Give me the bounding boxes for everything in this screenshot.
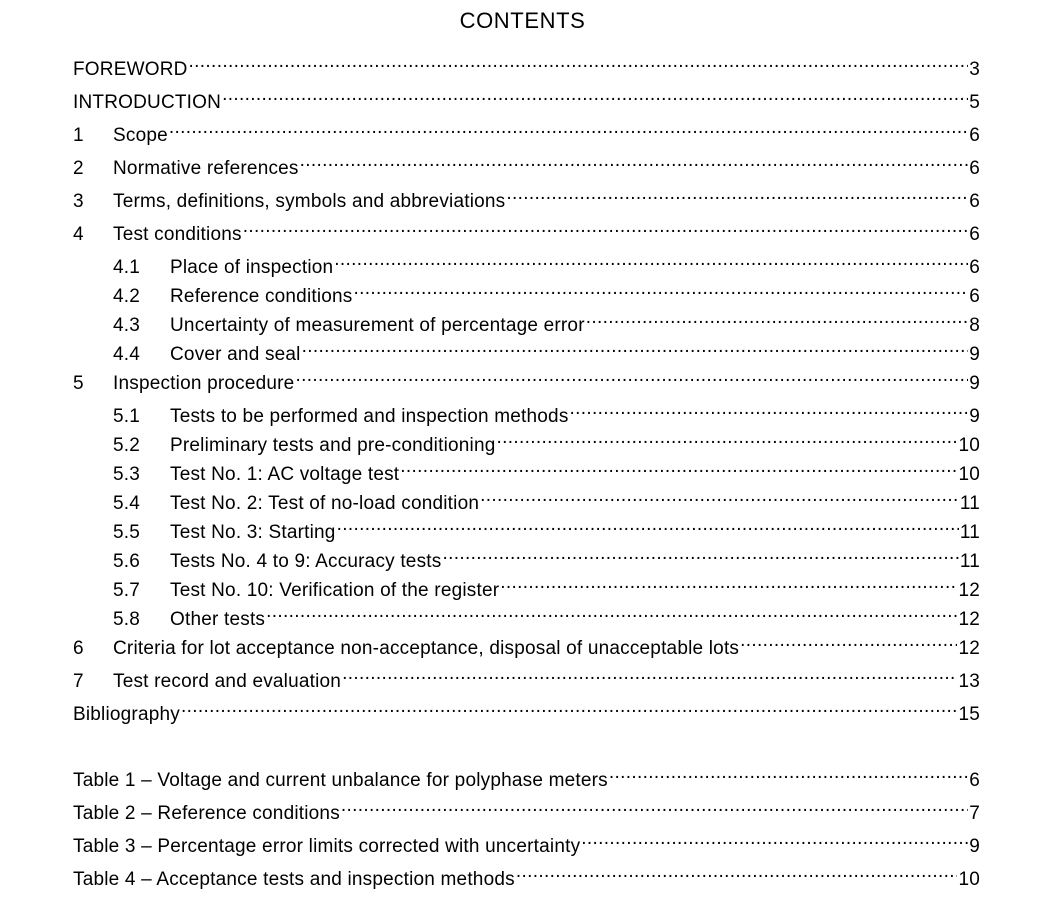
toc-entry-label: Cover and seal xyxy=(170,344,301,365)
toc-table-entry-2[interactable] xyxy=(73,799,980,832)
toc-page-number: 6 xyxy=(969,125,980,146)
dot-leader xyxy=(480,489,959,509)
toc-page-number: 6 xyxy=(969,158,980,179)
toc-page-number: 10 xyxy=(958,869,980,890)
toc-entry-number: 1 xyxy=(73,125,84,146)
toc-entry-verification-of-register[interactable] xyxy=(73,576,980,605)
toc-entry-number: 2 xyxy=(73,158,84,179)
toc-entry-label: Table 2 – Reference conditions xyxy=(73,803,340,824)
toc-entry-label: Preliminary tests and pre-conditioning xyxy=(170,435,496,456)
toc-entry-label: Criteria for lot acceptance non-acceptance, disposal of unacceptable lots xyxy=(113,638,740,659)
dot-leader xyxy=(169,121,968,141)
toc-entry-number: 6 xyxy=(73,638,84,659)
toc-page-number: 5 xyxy=(969,92,980,113)
toc-entry-number: 5.7 xyxy=(113,580,141,601)
toc-entry-starting[interactable] xyxy=(73,518,980,547)
dot-leader xyxy=(570,402,969,422)
toc-entry-label: Tests to be performed and inspection methods xyxy=(170,406,569,427)
toc-entry-introduction[interactable] xyxy=(73,88,980,121)
toc-entry-normative-references[interactable] xyxy=(73,154,980,187)
dot-leader xyxy=(337,518,959,538)
dot-leader xyxy=(586,311,968,331)
table-of-contents xyxy=(73,55,980,898)
toc-entry-label: Table 1 – Voltage and current unbalance for polyphase meters xyxy=(73,770,608,791)
dot-leader xyxy=(354,282,969,302)
toc-table-entry-1[interactable] xyxy=(73,766,980,799)
dot-leader xyxy=(181,700,957,720)
dot-leader xyxy=(740,634,957,654)
toc-page-number: 10 xyxy=(958,435,980,456)
toc-entry-label: Other tests xyxy=(170,609,266,630)
toc-entry-no-load-condition[interactable] xyxy=(73,489,980,518)
toc-entry-cover-and-seal[interactable] xyxy=(73,340,980,369)
toc-entry-label: Reference conditions xyxy=(170,286,353,307)
toc-entry-test-conditions[interactable] xyxy=(73,220,980,253)
toc-entry-test-record[interactable] xyxy=(73,667,980,700)
toc-page-number: 6 xyxy=(969,257,980,278)
toc-page-number: 10 xyxy=(958,464,980,485)
toc-page-number: 12 xyxy=(958,638,980,659)
toc-entry-foreword[interactable] xyxy=(73,55,980,88)
toc-entry-label: Test conditions xyxy=(113,224,242,245)
toc-page-number: 6 xyxy=(969,286,980,307)
toc-entry-number: 4.4 xyxy=(113,344,141,365)
toc-entry-label: Scope xyxy=(113,125,168,146)
toc-page-number: 11 xyxy=(959,522,980,543)
toc-entry-label: Tests No. 4 to 9: Accuracy tests xyxy=(170,551,442,572)
toc-entry-number: 5.2 xyxy=(113,435,141,456)
toc-entry-label: Test No. 1: AC voltage test xyxy=(170,464,400,485)
toc-entry-label: INTRODUCTION xyxy=(73,92,222,113)
toc-entry-label: Test record and evaluation xyxy=(113,671,342,692)
toc-table-entry-3[interactable] xyxy=(73,832,980,865)
page-title: CONTENTS xyxy=(459,8,586,33)
dot-leader xyxy=(189,55,969,75)
toc-entry-number: 4.2 xyxy=(113,286,141,307)
toc-page-number: 9 xyxy=(969,373,980,394)
toc-entry-number: 4 xyxy=(73,224,84,245)
dot-leader xyxy=(516,865,958,885)
toc-entry-label: Test No. 3: Starting xyxy=(170,522,336,543)
toc-page-number: 11 xyxy=(959,551,980,572)
toc-entry-number: 5 xyxy=(73,373,84,394)
toc-page-number: 12 xyxy=(958,580,980,601)
toc-entry-ac-voltage-test[interactable] xyxy=(73,460,980,489)
toc-entry-number: 5.5 xyxy=(113,522,141,543)
toc-entry-label: Table 3 – Percentage error limits corrected with uncertainty xyxy=(73,836,581,857)
dot-leader xyxy=(334,253,968,273)
toc-entry-bibliography[interactable] xyxy=(73,700,980,733)
dot-leader xyxy=(302,340,969,360)
dot-leader xyxy=(496,431,957,451)
toc-entry-label: Terms, definitions, symbols and abbreviations xyxy=(113,191,506,212)
dot-leader xyxy=(300,154,969,174)
toc-page-number: 6 xyxy=(969,770,980,791)
toc-entry-number: 7 xyxy=(73,671,84,692)
toc-entry-label: Table 4 – Acceptance tests and inspection methods xyxy=(73,869,515,890)
toc-entry-uncertainty[interactable] xyxy=(73,311,980,340)
dot-leader xyxy=(442,547,958,567)
dot-leader xyxy=(341,799,968,819)
toc-table-entry-4[interactable] xyxy=(73,865,980,898)
toc-entry-tests-to-be-performed[interactable] xyxy=(73,402,980,431)
toc-entry-label: FOREWORD xyxy=(73,59,188,80)
toc-page-number: 12 xyxy=(958,609,980,630)
toc-entry-place-of-inspection[interactable] xyxy=(73,253,980,282)
toc-page-number: 9 xyxy=(969,836,980,857)
toc-entry-label: Normative references xyxy=(113,158,299,179)
toc-page-number: 9 xyxy=(969,406,980,427)
toc-entry-number: 3 xyxy=(73,191,84,212)
toc-page-number: 13 xyxy=(958,671,980,692)
dot-leader xyxy=(342,667,957,687)
toc-page-number: 9 xyxy=(969,344,980,365)
toc-entry-number: 4.1 xyxy=(113,257,141,278)
dot-leader xyxy=(266,605,957,625)
dot-leader xyxy=(506,187,968,207)
toc-entry-preliminary-tests[interactable] xyxy=(73,431,980,460)
dot-leader xyxy=(400,460,957,480)
toc-entry-label: Bibliography xyxy=(73,704,180,725)
toc-page-number: 7 xyxy=(969,803,980,824)
toc-page-number: 15 xyxy=(958,704,980,725)
toc-entry-number: 4.3 xyxy=(113,315,141,336)
toc-entry-terms-definitions[interactable] xyxy=(73,187,980,220)
toc-entry-label: Test No. 10: Verification of the register xyxy=(170,580,500,601)
toc-entry-accuracy-tests[interactable] xyxy=(73,547,980,576)
toc-entry-scope[interactable] xyxy=(73,121,980,154)
toc-entry-label: Place of inspection xyxy=(170,257,334,278)
toc-entry-number: 5.1 xyxy=(113,406,141,427)
toc-entry-number: 5.4 xyxy=(113,493,141,514)
dot-leader xyxy=(222,88,968,108)
toc-entry-reference-conditions[interactable] xyxy=(73,282,980,311)
toc-entry-label: Test No. 2: Test of no-load condition xyxy=(170,493,480,514)
toc-entry-label: Uncertainty of measurement of percentage error xyxy=(170,315,585,336)
toc-entry-lot-acceptance[interactable] xyxy=(73,634,980,667)
dot-leader xyxy=(581,832,968,852)
dot-leader xyxy=(243,220,969,240)
toc-page-number: 8 xyxy=(969,315,980,336)
toc-entry-number: 5.6 xyxy=(113,551,141,572)
toc-page-number: 6 xyxy=(969,191,980,212)
toc-entry-number: 5.3 xyxy=(113,464,141,485)
dot-leader xyxy=(295,369,968,389)
toc-entry-other-tests[interactable] xyxy=(73,605,980,634)
dot-leader xyxy=(609,766,968,786)
toc-entry-inspection-procedure[interactable] xyxy=(73,369,980,402)
toc-entry-label: Inspection procedure xyxy=(113,373,295,394)
dot-leader xyxy=(500,576,957,596)
toc-page-number: 6 xyxy=(969,224,980,245)
toc-entry-number: 5.8 xyxy=(113,609,141,630)
toc-page-number: 3 xyxy=(969,59,980,80)
toc-page-number: 11 xyxy=(959,493,980,514)
